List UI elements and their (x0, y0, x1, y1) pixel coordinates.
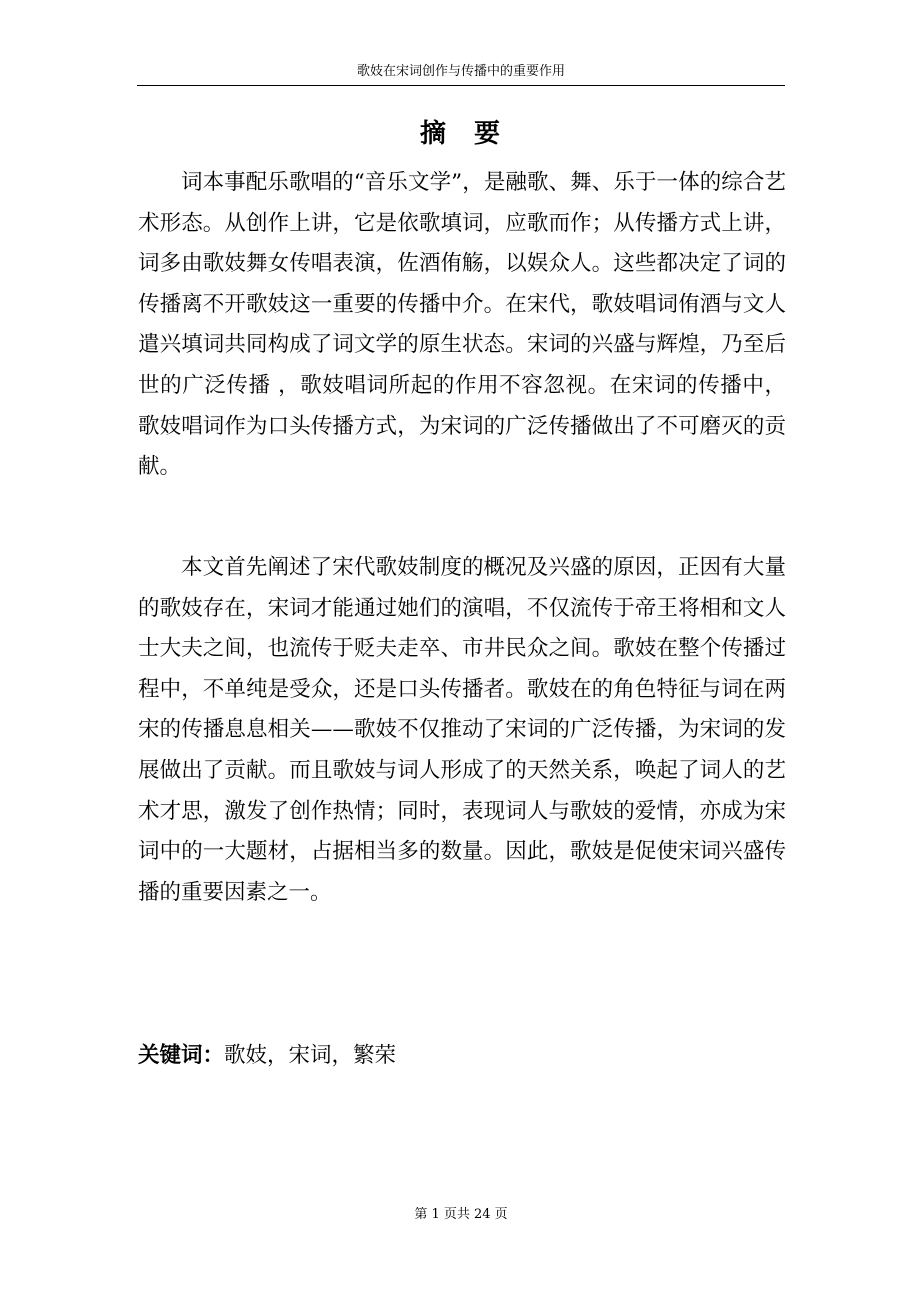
abstract-title (138, 113, 784, 155)
abstract-title-char-2: 要 (474, 119, 503, 149)
header-rule (137, 85, 785, 86)
page-footer: 第 1 页共 24 页 (414, 1207, 508, 1222)
keywords-label: 关键词： (138, 1043, 225, 1068)
abstract-paragraph-1: 词本事配乐歌唱的“音乐文学”，是融歌、舞、乐于一体的综合艺术形态。从创作上讲，它是依歌填词，应歌而作；从传播方式上讲，词多由歌妓舞女传唱表演，佐酒侑觞，以娱众人。这些都决定了词的传播离不开歌妓这一重要的传播中介。在宋代，歌妓唱词侑酒与文人遣兴填词共同构成了词文学的原生状态。宋词的兴盛与辉煌，乃至后世的广泛传播 ，歌妓唱词所起的作用不容忽视。在宋词的传播中，歌妓唱词作为口头传播方式，为宋词的广泛传播做出了不可磨灭的贡献。 (138, 170, 786, 480)
abstract-paragraph-2: 本文首先阐述了宋代歌妓制度的概况及兴盛的原因，正因有大量的歌妓存在，宋词才能通过她们的演唱，不仅流传于帝王将相和文人士大夫之间，也流传于贬夫走卒、市井民众之间。歌妓在整个传播过程中，不单纯是受众，还是口头传播者。歌妓在的角色特征与词在两宋的传播息息相关——歌妓不仅推动了宋词的广泛传播，为宋词的发展做出了贡献。而且歌妓与词人形成了的天然关系，唤起了词人的艺术才思，激发了创作热情；同时，表现词人与歌妓的爱情，亦成为宋词中的一大题材，占据相当多的数量。因此，歌妓是促使宋词兴盛传播的重要因素之一。 (138, 555, 786, 905)
abstract-title-char-1: 摘 (419, 119, 448, 149)
keywords-value: 歌妓，宋词，繁荣 (224, 1043, 397, 1068)
keywords-line (138, 1036, 396, 1076)
running-header: 歌妓在宋词创作与传播中的重要作用 (356, 64, 565, 79)
